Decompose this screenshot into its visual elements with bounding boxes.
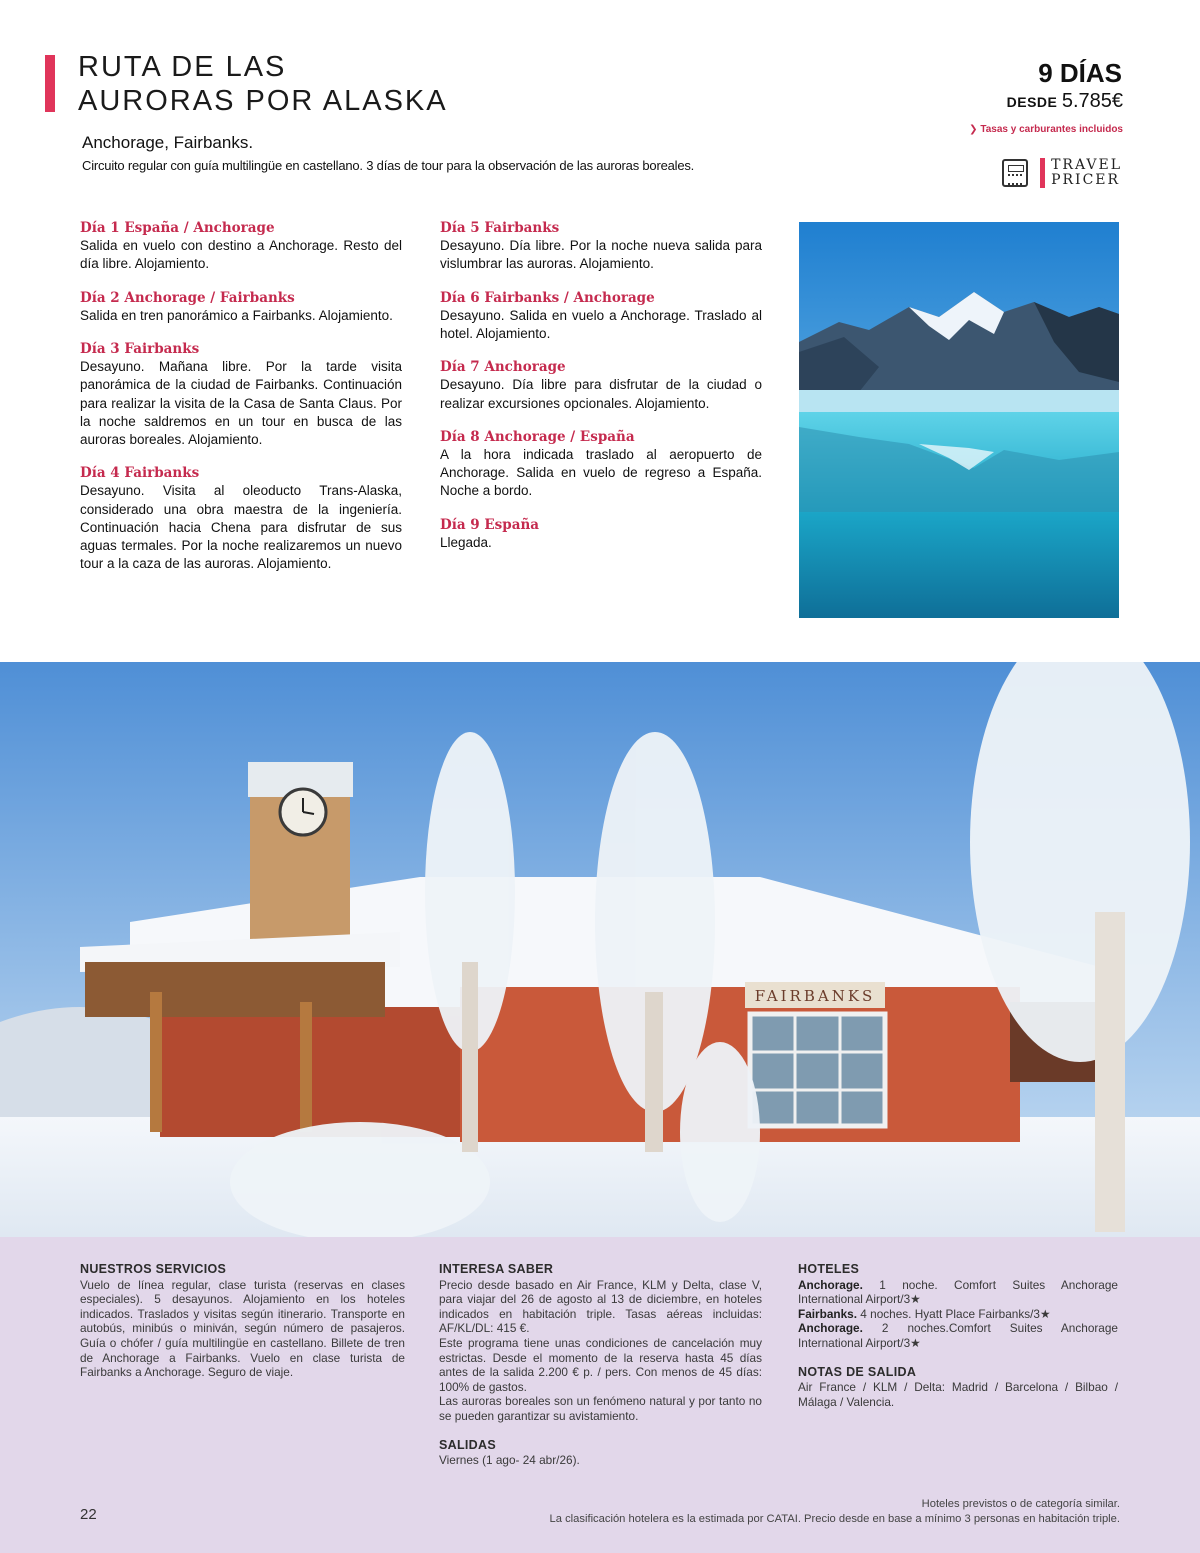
footer-line-1: Hoteles previstos o de categoría similar. [921, 1498, 1120, 1510]
day-text: Desayuno. Día libre. Por la noche nueva salida para vislumbrar las auroras. Alojamiento. [440, 238, 762, 272]
day-text: Desayuno. Mañana libre. Por la tarde visita panorámica de la ciudad de Fairbanks. Continuación para realizar la visita de la Casa de Santa Claus. Por la noche saldremos en un tour en busca de las auroras boreales. Alojamiento. [80, 359, 402, 448]
day-title: Día 1 España / Anchorage [80, 220, 275, 236]
hotel-city: Anchorage. [798, 1277, 863, 1292]
day-text: Desayuno. Visita al oleoducto Trans-Alaska, considerado una obra maestra de la ingeniería. Continuación hacia Chena para disfrutar de sus aguas termales. Por la noche realizaremos un nuevo tour a la caza de las auroras. Alojamiento. [80, 483, 402, 572]
day-text: Desayuno. Día libre para disfrutar de la ciudad o realizar excursiones opcionales. Alojamiento. [440, 377, 762, 411]
departures-heading: SALIDAS [439, 1437, 496, 1452]
departure-notes-text: Air France / KLM / Delta: Madrid / Barcelona / Bilbao / Málaga / Valencia. [798, 1380, 1118, 1409]
hotel-entry [798, 1321, 1118, 1350]
hotel-city: Anchorage. [798, 1321, 863, 1336]
services-section [80, 1262, 405, 1380]
hotel-details: 2 noches.Comfort Suites Anchorage International Airport/3★ [798, 1321, 1118, 1350]
footer-line-2: La clasificación hotelera es la estimada por CATAI. Precio desde en base a mínimo 3 personas en habitación triple. [549, 1513, 1120, 1525]
price-line [1007, 90, 1123, 113]
departures-text: Viernes (1 ago- 24 abr/26). [439, 1453, 580, 1468]
badge-line-1: TRAVEL [1051, 157, 1122, 173]
title-line-2: AURORAS POR ALASKA [78, 85, 448, 117]
day-text: Desayuno. Salida en vuelo a Anchorage. Traslado al hotel. Alojamiento. [440, 307, 762, 342]
day-text: Salida en vuelo con destino a Anchorage. Resto del día libre. Alojamiento. [80, 238, 402, 272]
badge-line-2: PRICER [1051, 172, 1121, 188]
taxes-note [969, 124, 1123, 135]
itinerary-day [440, 219, 762, 274]
departure-notes-heading: NOTAS DE SALIDA [798, 1364, 917, 1379]
badge-text [1051, 158, 1122, 188]
price-amount: 5.785€ [1061, 90, 1123, 112]
good-to-know-cancellation-text: Este programa tiene unas condiciones de cancelación muy estrictas. Desde el momento de la reserva hasta 45 días antes de la salida 2.200 € p. / pers. Con menos de 45 días: 100% de gastos. [439, 1335, 762, 1394]
good-to-know-section [439, 1262, 762, 1468]
tour-tagline: Circuito regular con guía multilingüe en castellano. 3 días de tour para la observación de las auroras boreales. [82, 158, 695, 173]
day-title: Día 4 Fairbanks [80, 465, 200, 482]
footer-notes [550, 1497, 1120, 1527]
day-title: Día 6 Fairbanks / Anchorage [440, 289, 655, 306]
travel-pricer-badge [1002, 158, 1122, 188]
trip-duration: 9 DÍAS [1038, 58, 1122, 88]
fairbanks-station-photo [0, 662, 1200, 1237]
itinerary-day [80, 340, 402, 449]
chevron-right-icon: ❯ [969, 124, 981, 135]
station-sign-text: FAIRBANKS [754, 987, 876, 1005]
day-title: Día 8 Anchorage / España [440, 428, 635, 445]
page-number: 22 [80, 1506, 97, 1523]
day-title: Día 5 Fairbanks [440, 220, 560, 236]
day-text: Llegada. [440, 534, 492, 550]
good-to-know-price-text: Precio desde basado en Air France, KLM y Delta, clase V, para viajar del 26 de agosto al 13 de diciembre, en hoteles indicados en habitación triple. Tasas aéreas incluidas: AF/KL/DL: 415 €. [439, 1277, 762, 1336]
calculator-icon [1002, 159, 1028, 187]
itinerary-day [440, 428, 762, 501]
taxes-note-text: Tasas y carburantes incluidos [980, 124, 1123, 135]
glacier-photo [799, 222, 1119, 618]
day-title: Día 7 Anchorage [440, 359, 566, 376]
itinerary-day [440, 289, 762, 344]
itinerary-day [440, 516, 762, 552]
day-text: A la hora indicada traslado al aeropuerto de Anchorage. Salida en vuelo de regreso a España. Noche a bordo. [440, 447, 762, 499]
itinerary-day [80, 219, 402, 274]
price-prefix: DESDE [1006, 94, 1058, 110]
badge-accent-bar [1040, 158, 1045, 188]
services-text: Vuelo de línea regular, clase turista (reservas en clases especiales). 5 desayunos. Alojamiento en los hoteles indicados. Traslados y visitas según itinerario. Transporte en autobús, minibús o miniván, según número de pasajeros. Guía o chófer / guía multilingüe en castellano. Billete de tren de Anchorage a Fairbanks. Vuelo en clase turista de Fairbanks a Anchorage. Seguro de viaje. [80, 1277, 405, 1380]
itinerary-day [440, 358, 762, 413]
good-to-know-auroras-text: Las auroras boreales son un fenómeno natural y por tanto no se pueden garantizar su avistamiento. [439, 1394, 762, 1423]
day-title: Día 3 Fairbanks [80, 341, 200, 358]
day-title: Día 2 Anchorage / Fairbanks [80, 289, 295, 306]
title-accent-bar [45, 55, 55, 112]
hotel-details: 1 noche. Comfort Suites Anchorage International Airport/3★ [798, 1277, 1118, 1307]
day-title: Día 9 España [440, 516, 540, 533]
good-to-know-heading: INTERESA SABER [439, 1262, 554, 1276]
hotels-heading: HOTELES [798, 1262, 860, 1276]
hotels-section [798, 1262, 1118, 1409]
day-text: Salida en tren panorámico a Fairbanks. Alojamiento. [80, 307, 393, 323]
hotel-entry [798, 1278, 1118, 1307]
hotel-city: Fairbanks. [798, 1306, 858, 1321]
title-line-1: RUTA DE LAS [78, 51, 287, 83]
hotel-details: 4 noches. Hyatt Place Fairbanks/3★ [860, 1306, 1051, 1321]
destinations-subtitle: Anchorage, Fairbanks. [82, 133, 254, 152]
itinerary-day [80, 289, 402, 325]
itinerary-day [80, 464, 402, 573]
page-title [78, 50, 448, 118]
services-heading: NUESTROS SERVICIOS [80, 1262, 227, 1276]
hotel-entry [798, 1307, 1118, 1322]
itinerary-column-right [440, 219, 762, 567]
itinerary-column-left [80, 219, 402, 588]
